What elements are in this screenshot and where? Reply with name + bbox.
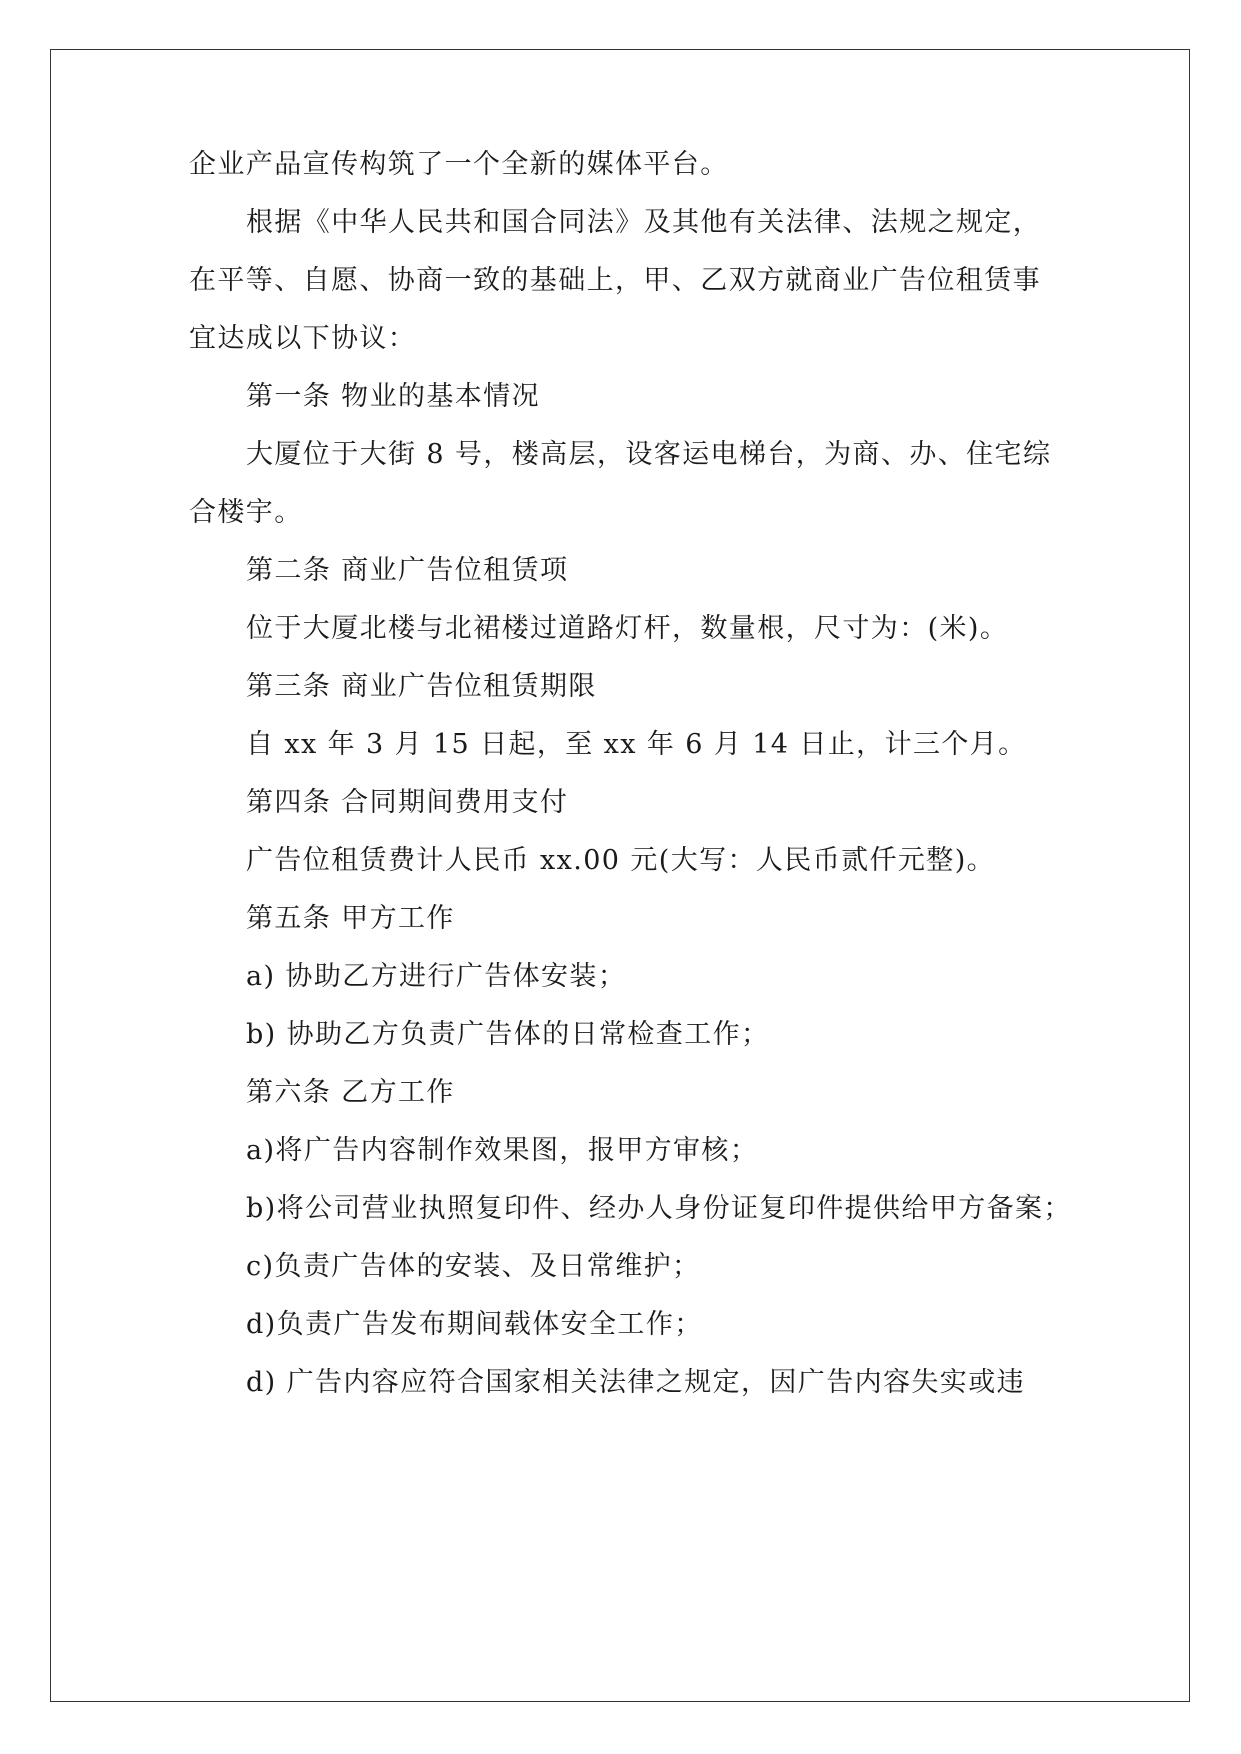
- article-heading: 第一条 物业的基本情况: [246, 381, 540, 412]
- article-heading: 第六条 乙方工作: [246, 1077, 455, 1108]
- article-heading: 第五条 甲方工作: [246, 903, 455, 934]
- list-item: c)负责广告体的安装、及日常维护；: [246, 1251, 701, 1282]
- paragraph-line: 企业产品宣传构筑了一个全新的媒体平台。: [189, 149, 729, 180]
- list-item: d)负责广告发布期间载体安全工作；: [246, 1309, 703, 1340]
- list-item: a)将广告内容制作效果图，报甲方审核；: [246, 1135, 759, 1166]
- list-item: b)将公司营业执照复印件、经办人身份证复印件提供给甲方备案；: [246, 1193, 1072, 1224]
- paragraph-line: 位于大厦北楼与北裙楼过道路灯杆，数量根，尺寸为：(米)。: [246, 613, 1009, 644]
- article-heading: 第二条 商业广告位租赁项: [246, 555, 569, 586]
- article-heading: 第四条 合同期间费用支付: [246, 787, 569, 818]
- paragraph-line: 大厦位于大街 8 号，楼高层，设客运电梯台，为商、办、住宅综: [246, 439, 1052, 470]
- paragraph-line: 合楼宇。: [189, 497, 303, 528]
- list-item: a) 协助乙方进行广告体安装；: [246, 961, 627, 992]
- paragraph-line: 在平等、自愿、协商一致的基础上，甲、乙双方就商业广告位租赁事: [189, 265, 1041, 296]
- list-item: b) 协助乙方负责广告体的日常检查工作；: [246, 1019, 770, 1050]
- paragraph-line: 根据《中华人民共和国合同法》及其他有关法律、法规之规定，: [246, 207, 1042, 238]
- article-heading: 第三条 商业广告位租赁期限: [246, 671, 597, 702]
- paragraph-line: 宜达成以下协议：: [189, 323, 417, 354]
- paragraph-line: 自 xx 年 3 月 15 日起，至 xx 年 6 月 14 日止，计三个月。: [246, 729, 1027, 760]
- list-item: d) 广告内容应符合国家相关法律之规定，因广告内容失实或违: [246, 1367, 1025, 1398]
- paragraph-line: 广告位租赁费计人民币 xx.00 元(大写：人民币贰仟元整)。: [246, 845, 996, 876]
